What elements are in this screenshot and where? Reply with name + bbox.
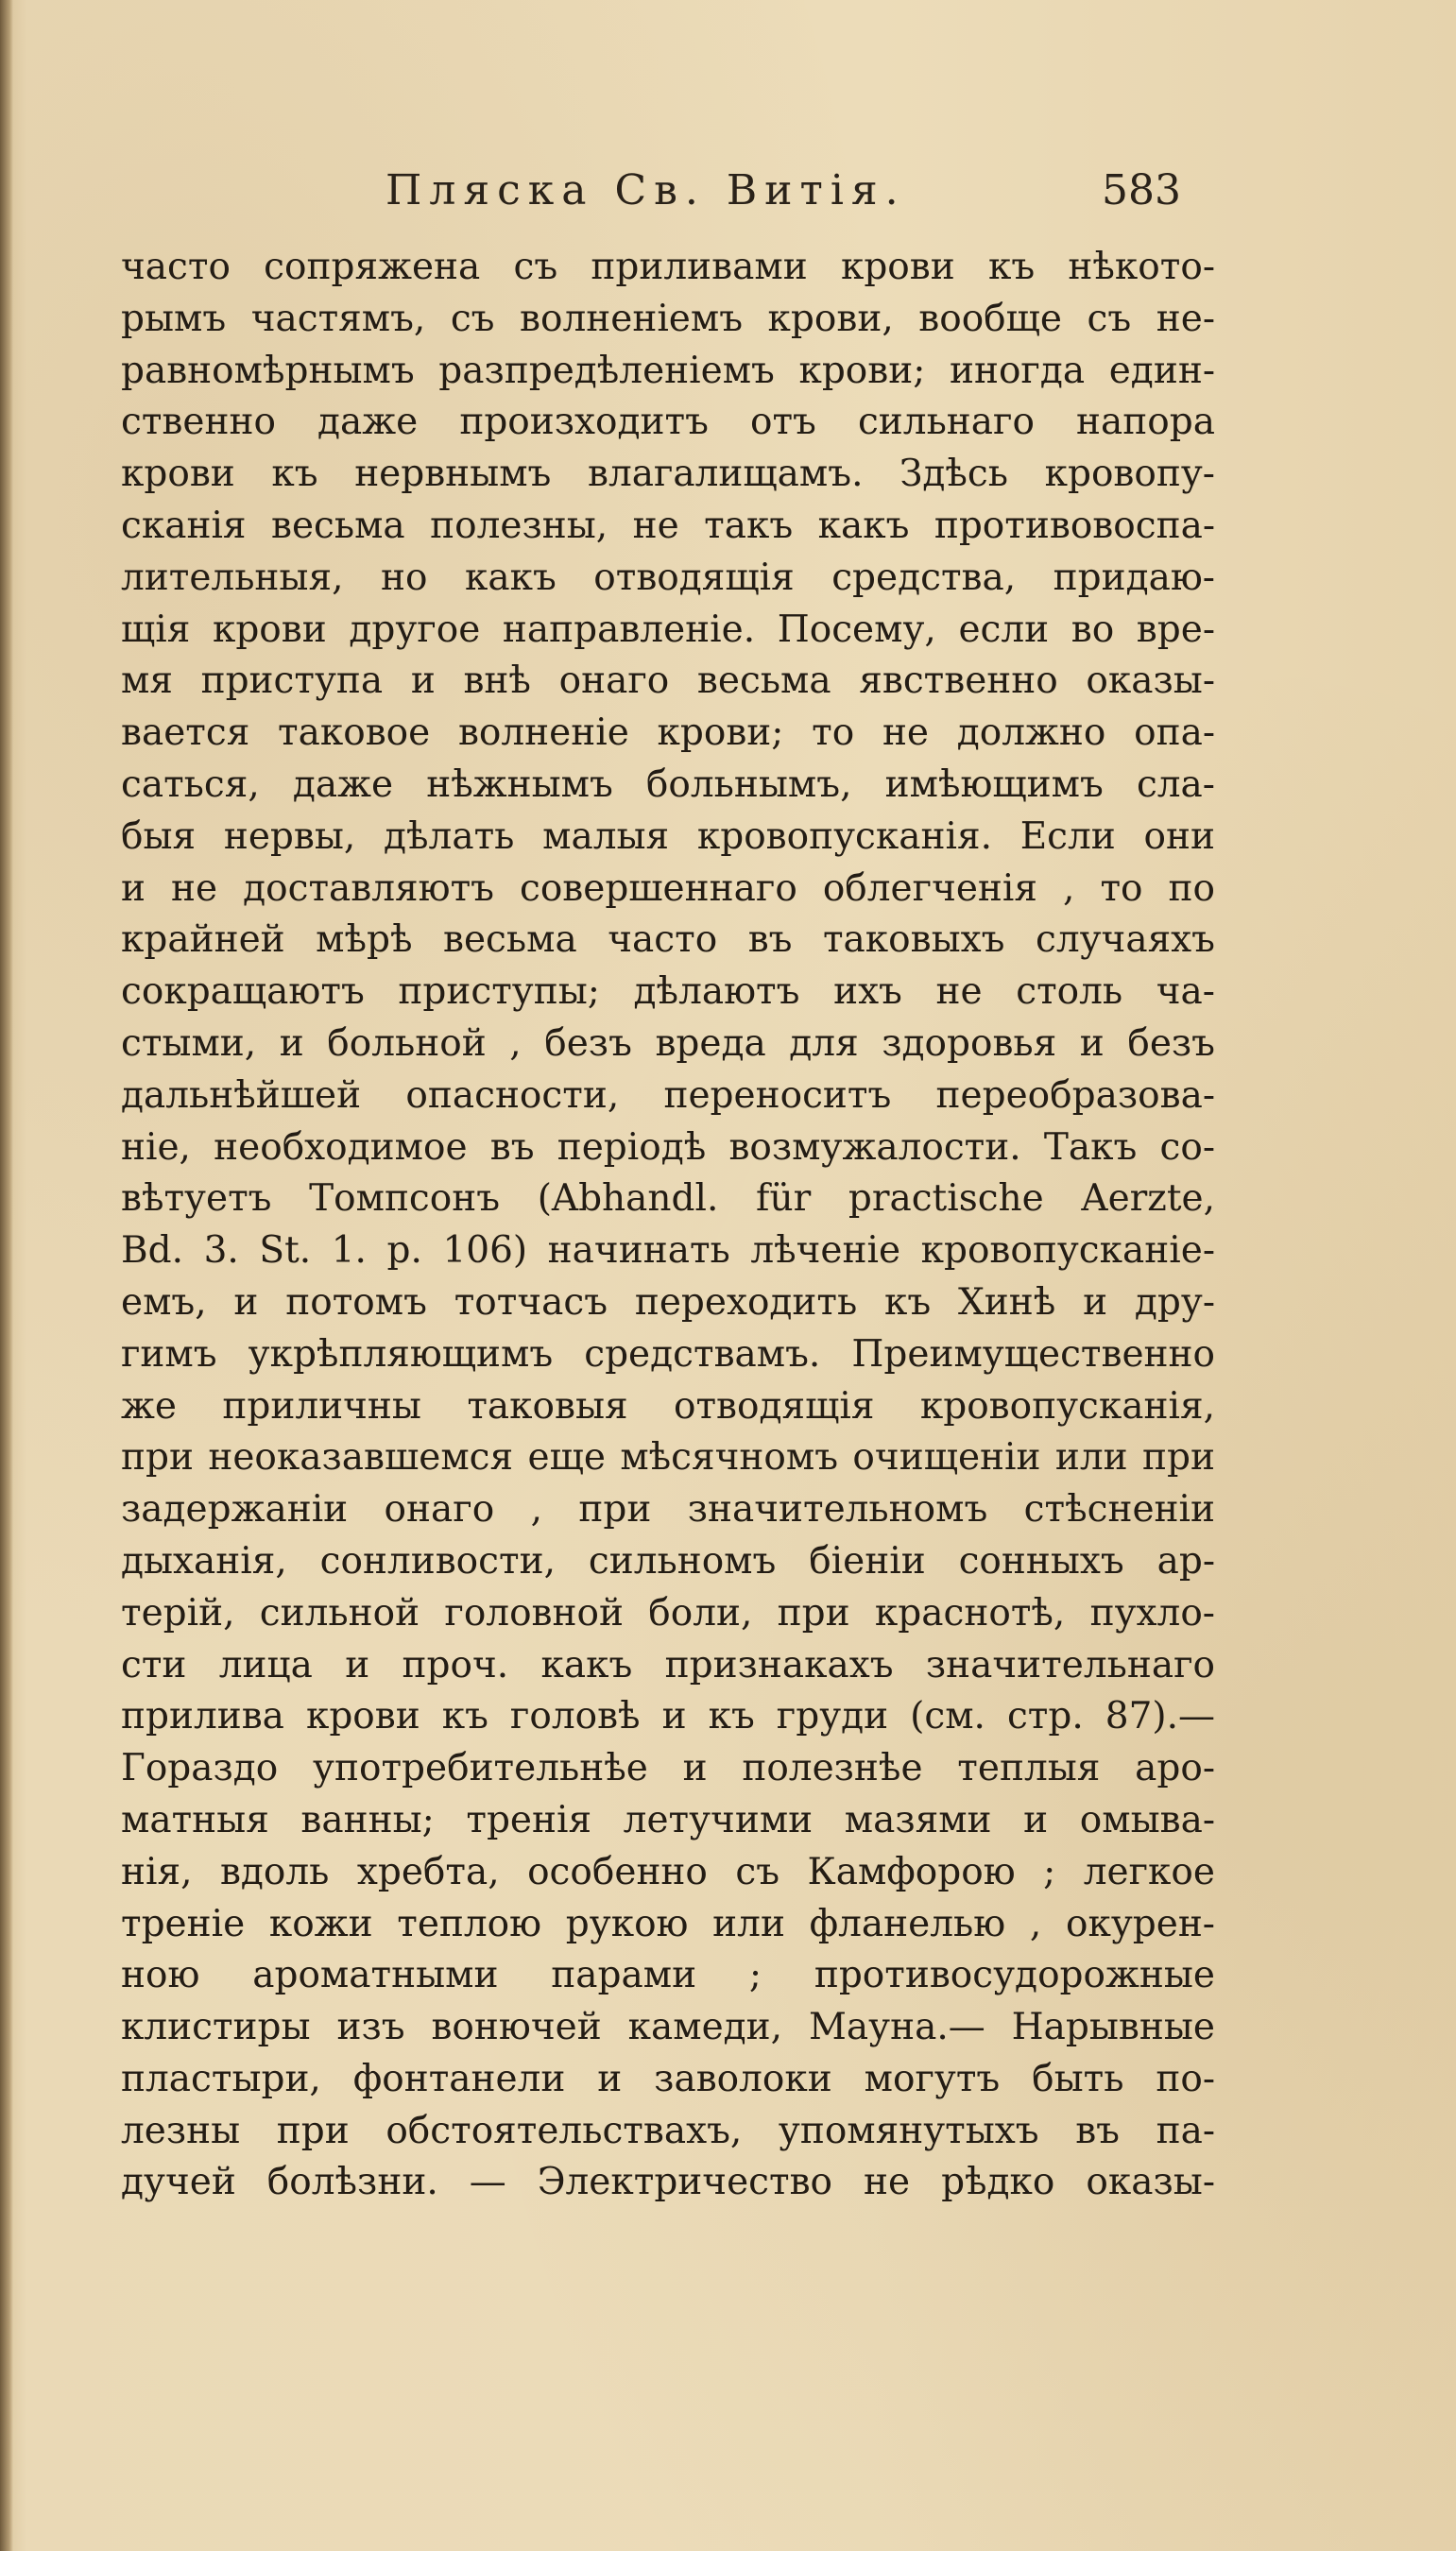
text-line: матныя ванны; тренія летучими мазями и омыва- xyxy=(121,1798,1215,1841)
text-line: лительныя, но какъ отводящія средства, придаю- xyxy=(121,556,1215,599)
text-line: дучей болѣзни. — Электричество не рѣдко оказы- xyxy=(121,2161,1215,2204)
text-line: ніе, необходимое въ періодѣ возмужалости. Такъ со- xyxy=(121,1125,1215,1169)
text-line: вѣтуетъ Томпсонъ (Abhandl. für practische Aerzte, xyxy=(121,1177,1215,1221)
text-line: саться, даже нѣжнымъ больнымъ, имѣющимъ сла- xyxy=(121,762,1215,806)
text-line: гимъ укрѣпляющимъ средствамъ. Преимущественно xyxy=(121,1332,1215,1376)
text-line: ственно даже произходитъ отъ сильнаго напора xyxy=(121,401,1215,444)
text-line: рымъ частямъ, съ волненіемъ крови, вообще съ не- xyxy=(121,297,1215,340)
text-line: клистиры изъ вонючей камеди, Мауна.— Нарывные xyxy=(121,2006,1215,2049)
text-line: быя нервы, дѣлать малыя кровопусканія. Если они xyxy=(121,814,1215,858)
text-line: и не доставляютъ совершеннаго облегченія , то по xyxy=(121,866,1215,910)
body-text xyxy=(121,242,1215,2209)
text-line: дыханія, сонливости, сильномъ біеніи сонныхъ ар- xyxy=(121,1539,1215,1583)
text-line: дальнѣйшей опасности, переноситъ переобразова- xyxy=(121,1073,1215,1117)
text-line: задержаніи онаго , при значительномъ стѣсненіи xyxy=(121,1488,1215,1532)
text-line: прилива крови къ головѣ и къ груди (см. стр. 87).— xyxy=(121,1695,1215,1738)
running-title: Пляска Св. Витія. xyxy=(385,166,906,214)
text-line: пластыри, фонтанели и заволоки могутъ быть по- xyxy=(121,2057,1215,2100)
text-line: вается таковое волненіе крови; то не должно опа- xyxy=(121,711,1215,755)
text-line: крови къ нервнымъ влагалищамъ. Здѣсь кровопу- xyxy=(121,453,1215,496)
text-line: мя приступа и внѣ онаго весьма явственно оказы- xyxy=(121,659,1215,703)
text-line: щія крови другое направленіе. Посему, если во вре- xyxy=(121,608,1215,651)
text-line: ною ароматными парами ; противосудорожные xyxy=(121,1954,1215,1997)
text-line: сти лица и проч. какъ признакахъ значительнаго xyxy=(121,1643,1215,1686)
text-line: треніе кожи теплою рукою или фланелью , окурен- xyxy=(121,1902,1215,1945)
page-edge xyxy=(0,0,13,2551)
running-head xyxy=(0,166,1456,232)
text-line: крайней мѣрѣ весьма часто въ таковыхъ случаяхъ xyxy=(121,918,1215,962)
text-line: стыми, и больной , безъ вреда для здоровья и безъ xyxy=(121,1021,1215,1065)
text-line: же приличны таковыя отводящія кровопусканія, xyxy=(121,1384,1215,1428)
page-number: 583 xyxy=(1102,166,1181,214)
text-line: сканія весьма полезны, не такъ какъ противовоспа- xyxy=(121,504,1215,547)
text-line: терій, сильной головной боли, при краснотѣ, пухло- xyxy=(121,1591,1215,1635)
text-line: лезны при обстоятельствахъ, упомянутыхъ въ па- xyxy=(121,2109,1215,2152)
text-line: нія, вдоль хребта, особенно съ Камфорою ; легкое xyxy=(121,1850,1215,1893)
text-line: сокращаютъ приступы; дѣлаютъ ихъ не столь ча- xyxy=(121,970,1215,1014)
text-line: емъ, и потомъ тотчасъ переходить къ Хинѣ и дру- xyxy=(121,1280,1215,1324)
text-line: часто сопряжена съ приливами крови къ нѣкото- xyxy=(121,246,1215,288)
text-line: Bd. 3. St. 1. p. 106) начинать лѣченіе кровопусканіе- xyxy=(121,1229,1215,1273)
text-line: Гораздо употребительнѣе и полезнѣе теплыя аро- xyxy=(121,1747,1215,1790)
text-line: равномѣрнымъ разпредѣленіемъ крови; иногда един- xyxy=(121,349,1215,392)
text-line: при неоказавшемся еще мѣсячномъ очищеніи или при xyxy=(121,1436,1215,1480)
